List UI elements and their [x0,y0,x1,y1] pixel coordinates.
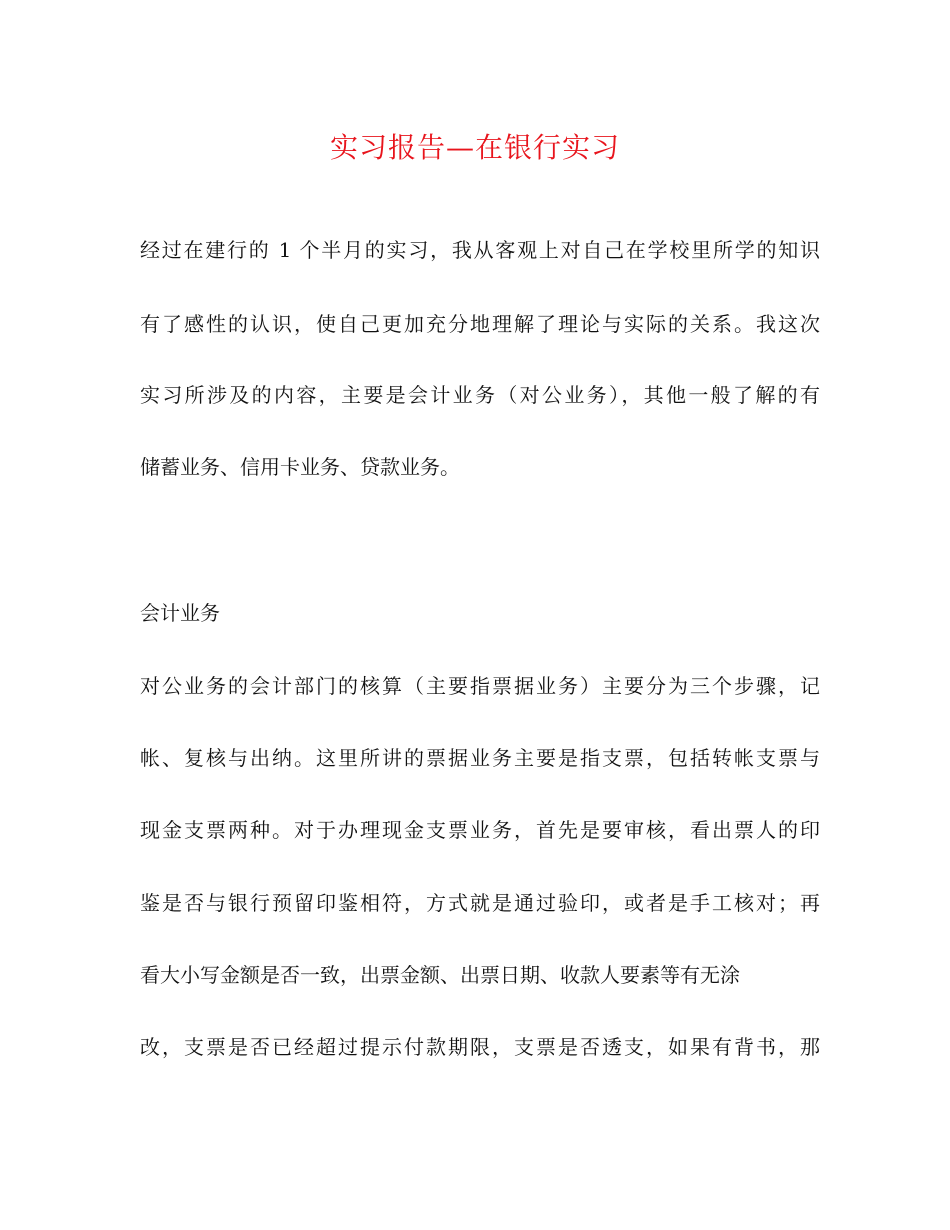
section-line-6: 改，支票是否已经超过提示付款期限，支票是否透支，如果有背书，那 [140,1035,820,1059]
intro-line-3: 实习所涉及的内容，主要是会计业务（对公业务），其他一般了解的有 [140,383,820,407]
intro-line-1: 经过在建行的 1 个半月的实习，我从客观上对自己在学校里所学的知识 [140,238,820,262]
section-line-1: 对公业务的会计部门的核算（主要指票据业务）主要分为三个步骤，记 [140,674,820,698]
section-heading: 会计业务 [140,601,220,625]
intro-line-2: 有了感性的认识，使自己更加充分地理解了理论与实际的关系。我这次 [140,312,820,336]
section-line-2: 帐、复核与出纳。这里所讲的票据业务主要是指支票，包括转帐支票与 [140,746,820,770]
section-line-4: 鉴是否与银行预留印鉴相符，方式就是通过验印，或者是手工核对；再 [140,891,820,915]
document-title: 实习报告—在银行实习 [329,131,620,164]
section-line-3: 现金支票两种。对于办理现金支票业务，首先是要审核，看出票人的印 [140,818,820,842]
intro-line-4: 储蓄业务、信用卡业务、贷款业务。 [140,455,460,479]
section-line-5: 看大小写金额是否一致，出票金额、出票日期、收款人要素等有无涂 [140,963,740,987]
